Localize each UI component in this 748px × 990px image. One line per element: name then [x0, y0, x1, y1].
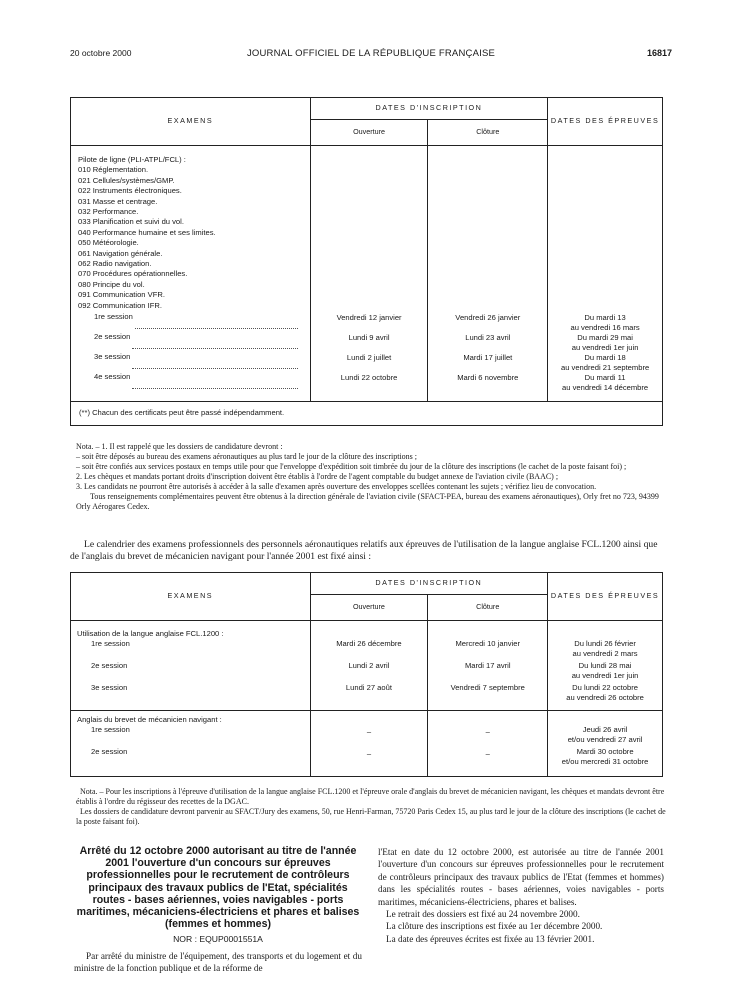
list-item: 040 Performance humaine et ses limites. — [78, 227, 216, 237]
date-cell: Mardi 26 décembre — [336, 639, 402, 648]
arrete-left-text: Par arrêté du ministre de l'équipement, des transports et du logement et du ministre de la fonction publique et de la réforme de — [74, 951, 362, 973]
list-item: 022 Instruments électroniques. — [78, 186, 182, 196]
nota-line: Nota. – 1. Il est rappelé que les dossiers de candidature devront : — [76, 442, 283, 451]
col-cloture: Clôture — [428, 595, 548, 621]
date-cell: Lundi 2 avril — [348, 661, 390, 670]
session-label: 1re session — [91, 639, 130, 649]
list-item: 032 Performance. — [78, 207, 139, 217]
list-item: 061 Navigation générale. — [78, 248, 163, 258]
list-item: 092 Communication IFR. — [78, 300, 162, 310]
exam-group-mecanicien — [71, 711, 311, 777]
session-label: 2e session — [91, 747, 128, 757]
nota-line: Les dossiers de candidature devront parvenir au SFACT/Jury des examens, 50, rue Henri-Farman, 75720 Paris Cedex 15, au plus tard le jour de la clôture des inscriptions (le cachet de la poste faisant foi). — [76, 807, 666, 826]
epreuve-cell: Mardi 30 octobre et/ou mercredi 31 octobre — [561, 747, 649, 766]
epreuve-cell: Du lundi 26 février au vendredi 2 mars — [572, 639, 638, 658]
date-cell: – — [366, 727, 372, 736]
session-row: 1re session — [78, 312, 302, 332]
date-cell: Lundi 22 octobre — [340, 373, 398, 382]
group-heading: Anglais du brevet de mécanicien navigant : — [77, 715, 222, 724]
epreuve-cell: Du mardi 11 au vendredi 14 décembre — [562, 373, 649, 392]
list-item: 033 Planification et suivi du vol. — [78, 217, 184, 227]
col-cloture-values — [428, 621, 548, 711]
nota-line: Tous renseignements complémentaires peuvent être obtenus à la direction générale de l'aviation civile (SFACT-PEA, bureau des examens aéronautiques), Orly fret no 723, 94399 Orly Aérogares Cedex. — [76, 492, 659, 511]
col-examens: EXAMENS — [71, 98, 311, 146]
table-footnote: (**) Chacun des certificats peut être passé indépendamment. — [71, 402, 663, 426]
nor-reference: NOR : EQUP0001551A — [173, 934, 263, 945]
col-dates-inscription: DATES D'INSCRIPTION — [310, 98, 547, 120]
date-cell: Lundi 9 avril — [348, 333, 390, 342]
nota-line: – soit être déposés au bureau des examens aéronautiques au plus tard le jour de la clôture des inscriptions ; — [76, 452, 418, 461]
session-label: 1re session — [91, 725, 130, 735]
date-cell: Lundi 23 avril — [465, 333, 511, 342]
col-ouverture: Ouverture — [310, 120, 428, 146]
session-row: 3e session — [78, 352, 302, 372]
list-item: 050 Météorologie. — [78, 238, 139, 248]
page-number: 16817 — [646, 48, 672, 58]
date-cell: Lundi 27 août — [345, 683, 392, 692]
list-heading: Pilote de ligne (PLI-ATPL/FCL) : — [78, 155, 186, 164]
session-label: 2e session — [91, 661, 128, 671]
col-examens: EXAMENS — [71, 573, 311, 621]
epreuve-cell: Du mardi 18 au vendredi 21 septembre — [560, 353, 650, 372]
col-dates-inscription: DATES D'INSCRIPTION — [310, 573, 548, 595]
col-cloture-values — [428, 146, 548, 402]
date-cell: Vendredi 7 septembre — [450, 683, 525, 692]
list-item: 070 Procédures opérationnelles. — [78, 269, 188, 279]
nota-1 — [76, 442, 666, 512]
exam-table-1 — [70, 97, 663, 426]
session-label: 3e session — [91, 683, 128, 693]
arrete-right-p3: La clôture des inscriptions est fixée au 1er décembre 2000. — [386, 921, 603, 932]
epreuve-cell: Du lundi 22 octobre au vendredi 26 octobre — [566, 683, 644, 702]
epreuve-cell: Jeudi 26 avril et/ou vendredi 27 avril — [567, 725, 643, 744]
arrete-right-text: l'Etat en date du 12 octobre 2000, est autorisée au titre de l'année 2001 l'ouverture d'un concours sur épreuves professionnelles pour le recrutement de contrôleurs principaux des travaux publics de l'Etat (femmes et hommes) dans les spécialités routes - bases aériennes, voies navigables - ports maritimes, mécaniciens-électriciens, phares et balises. — [378, 847, 664, 907]
date-cell: Vendredi 12 janvier — [336, 313, 402, 322]
journal-title: JOURNAL OFFICIEL DE LA RÉPUBLIQUE FRANÇAISE — [246, 48, 496, 59]
date-cell: Mardi 6 novembre — [457, 373, 519, 382]
page-header — [70, 48, 672, 62]
col-ouverture: Ouverture — [310, 595, 428, 621]
date-cell: Lundi 2 juillet — [346, 353, 392, 362]
list-item: 080 Principe du vol. — [78, 279, 145, 289]
nota-line: 2. Les chèques et mandats portant droits d'inscription doivent être établis à l'ordre de l'agent comptable du budget annexe de l'aviation civile (BAAC) ; — [76, 472, 559, 481]
list-item: 031 Masse et centrage. — [78, 196, 158, 206]
nota-2 — [76, 787, 666, 827]
header-date: 20 octobre 2000 — [70, 48, 132, 58]
arrete-right-p2: Le retrait des dossiers est fixé au 24 novembre 2000. — [386, 909, 580, 920]
intro-paragraph: Le calendrier des examens professionnels des personnels aéronautiques relatifs aux épreuves de l'utilisation de la langue anglaise FCL.1200 ainsi que de l'anglais du brevet de mécanicien navigant pour l'année 2001 est fixé ainsi : — [70, 539, 658, 562]
arrete-right-column — [378, 846, 664, 945]
exam-list-pilote — [71, 146, 311, 402]
epreuve-cell: Du mardi 29 mai au vendredi 1er juin — [571, 333, 639, 352]
nota-line: – soit être confiés aux services postaux en temps utile pour que l'enveloppe d'expédition soit timbrée du jour de la clôture des inscriptions (le cachet de la poste faisant foi) ; — [76, 462, 627, 471]
col-ouverture-values — [310, 711, 428, 777]
group-heading: Utilisation de la langue anglaise FCL.1200 : — [77, 629, 224, 638]
nota-line: 3. Les candidats ne pourront être autorisés à accéder à la salle d'examen après ouverture des enveloppes scellées contenant les sujets ; vérifiez lieu de convocation. — [76, 482, 597, 491]
date-cell: – — [366, 749, 372, 758]
date-cell: Vendredi 26 janvier — [455, 313, 521, 322]
epreuve-cell: Du lundi 28 mai au vendredi 1er juin — [571, 661, 639, 680]
col-dates-epreuves: DATES DES ÉPREUVES — [548, 573, 663, 621]
arrete-left-column — [74, 845, 362, 974]
date-cell: – — [485, 727, 490, 736]
col-epreuves-values — [548, 146, 663, 402]
epreuve-cell: Du mardi 13 au vendredi 16 mars — [570, 313, 640, 332]
col-ouverture-values — [310, 146, 428, 402]
arrete-title: Arrêté du 12 octobre 2000 autorisant au titre de l'année 2001 l'ouverture d'un concours sur épreuves professionnelles pour le recrutement de contrôleurs principaux des travaux publics de l'Etat, spécialités routes - bases aériennes, voies navigables - ports maritimes, mécaniciens-électriciens et phares et balises (femmes et hommes) — [76, 845, 360, 931]
col-cloture-values — [428, 711, 548, 777]
list-item: 021 Cellules/systèmes/GMP. — [78, 175, 175, 185]
col-epreuves-values — [548, 621, 663, 711]
exam-table-2 — [70, 572, 663, 777]
date-cell: Mardi 17 juillet — [463, 353, 513, 362]
col-ouverture-values — [310, 621, 428, 711]
nota-line: Nota. – Pour les inscriptions à l'épreuve d'utilisation de la langue anglaise FCL.1200 et l'épreuve orale d'anglais du brevet de mécanicien navigant, les chèques et mandats devront être établis à l'ordre du régisseur des recettes de la DGAC. — [76, 787, 665, 806]
date-cell: – — [485, 749, 490, 758]
exam-group-fcl1200 — [71, 621, 311, 711]
list-item: 062 Radio navigation. — [78, 259, 152, 269]
list-item: 091 Communication VFR. — [78, 290, 165, 300]
session-row: 2e session — [78, 332, 302, 352]
col-epreuves-values — [548, 711, 663, 777]
col-cloture: Clôture — [428, 120, 548, 146]
arrete-right-p4: La date des épreuves écrites est fixée au 13 février 2001. — [386, 933, 595, 944]
date-cell: Mercredi 10 janvier — [455, 639, 521, 648]
list-item: 010 Réglementation. — [78, 165, 149, 175]
date-cell: Mardi 17 avril — [464, 661, 511, 670]
col-dates-epreuves: DATES DES ÉPREUVES — [548, 98, 663, 146]
session-row: 4e session — [78, 372, 302, 392]
